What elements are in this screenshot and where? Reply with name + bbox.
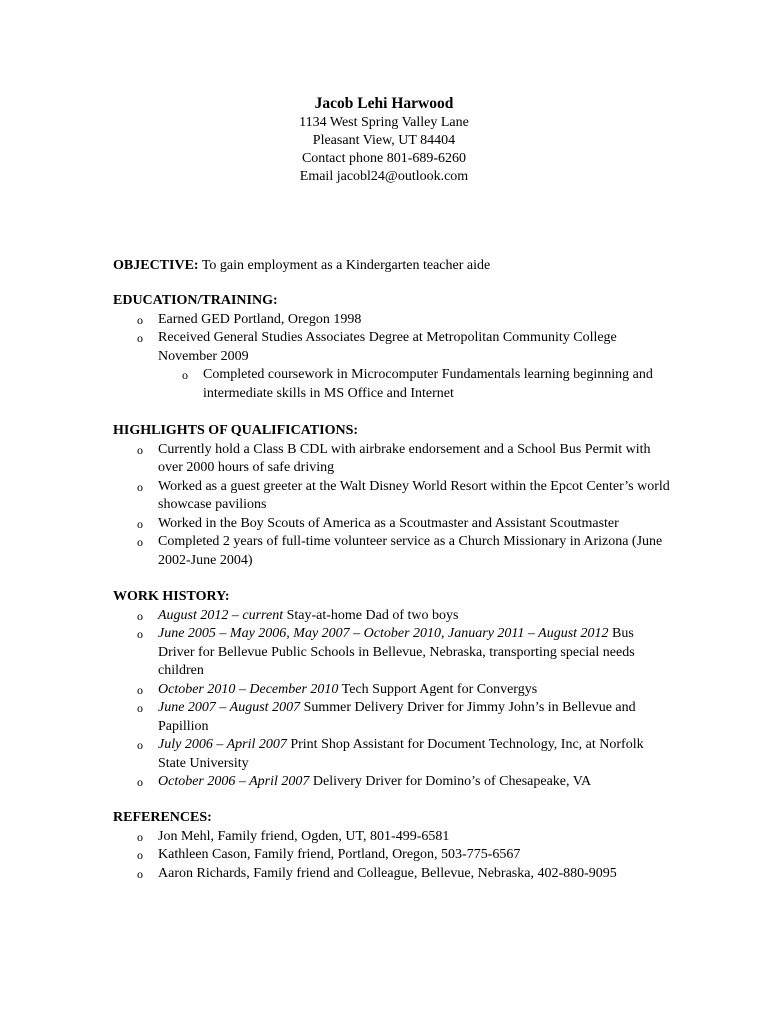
circle-bullet-icon: o [137,829,143,844]
contact-phone: Contact phone 801-689-6260 [301,151,467,166]
list-item [113,625,673,681]
list-item [113,828,673,847]
references-list [113,828,673,884]
job-dates: October 2006 – April 2007 [158,774,310,789]
list-item [113,773,673,792]
circle-bullet-icon: o [137,331,143,345]
highlight-item-text: Currently hold a Class B CDL with airbrake endorsement and a School Bus Permit with over 2000 hours of safe driving [158,441,651,475]
education-list [113,311,673,404]
address-line-1: 1134 West Spring Valley Lane [299,115,469,130]
education-section [113,292,673,403]
circle-bullet-icon: o [137,479,143,494]
circle-bullet-icon: o [137,848,143,862]
education-item-text: Received General Studies Associates Degree at Metropolitan Community College November 2009 [158,330,617,364]
job-dates: June 2005 – May 2006, May 2007 – October 2010, January 2011 – August 2012 [158,626,609,641]
list-item [113,681,673,700]
work-history-heading: WORK HISTORY: [113,589,230,604]
work-history-section [113,588,673,792]
list-item [113,846,673,865]
list-item [113,699,673,736]
circle-bullet-icon: o [137,535,143,549]
highlight-item-text: Worked in the Boy Scouts of America as a Scoutmaster and Assistant Scoutmaster [158,515,619,531]
circle-bullet-icon: o [137,516,143,531]
job-description: Print Shop Assistant for Document Technology, Inc, at Norfolk State University [158,737,644,771]
job-dates: August 2012 – current [158,607,284,623]
references-heading: REFERENCES: [113,810,212,825]
job-description: Bus Driver for Bellevue Public Schools in Bellevue, Nebraska, transporting special needs children [158,626,635,678]
education-sub-item-text: Completed coursework in Microcomputer Fundamentals learning beginning and intermediate skills in MS Office and Internet [203,367,653,401]
highlights-list [113,441,673,571]
objective-text: To gain employment as a Kindergarten teacher aide [198,258,491,273]
reference-item-text: Aaron Richards, Family friend and Colleague, Bellevue, Nebraska, 402-880-9095 [158,865,617,881]
contact-email: Email jacobl24@outlook.com [299,169,469,184]
address-line-2: Pleasant View, UT 84404 [312,133,456,148]
list-item [113,533,673,570]
applicant-name: Jacob Lehi Harwood [314,95,454,112]
list-item [113,865,673,884]
references-section [113,809,673,883]
list-item [113,311,673,330]
list-item [113,607,673,626]
objective-heading: OBJECTIVE: [113,258,199,273]
list-item [158,366,673,403]
education-sub-list [158,366,673,403]
list-item [113,329,673,403]
education-item-text: Earned GED Portland, Oregon 1998 [158,311,362,327]
resume-header [0,94,768,186]
circle-bullet-icon: o [137,442,143,457]
objective-section [113,257,673,276]
job-description: Tech Support Agent for Convergys [338,681,538,697]
highlights-section [113,422,673,570]
highlights-heading: HIGHLIGHTS OF QUALIFICATIONS: [113,423,359,438]
education-heading: EDUCATION/TRAINING: [113,293,278,308]
circle-bullet-icon: o [137,775,143,789]
job-dates: October 2010 – December 2010 [158,681,339,697]
list-item [113,515,673,534]
highlight-item-text: Worked as a guest greeter at the Walt Disney World Resort within the Epcot Center’s world showcase pavilions [158,478,670,512]
circle-bullet-icon: o [137,312,143,327]
job-dates: July 2006 – April 2007 [158,737,287,752]
reference-item-text: Jon Mehl, Family friend, Ogden, UT, 801-499-6581 [158,828,450,844]
circle-bullet-icon: o [137,608,143,623]
circle-bullet-icon: o [137,738,143,752]
reference-item-text: Kathleen Cason, Family friend, Portland, Oregon, 503-775-6567 [158,847,521,862]
job-description: Summer Delivery Driver for Jimmy John’s in Bellevue and Papillion [158,700,636,734]
circle-bullet-icon: o [137,627,143,641]
circle-bullet-icon: o [137,682,143,697]
job-description: Delivery Driver for Domino’s of Chesapeake, VA [309,774,592,789]
circle-bullet-icon: o [137,866,143,881]
list-item [113,478,673,515]
work-history-list [113,607,673,792]
job-dates: June 2007 – August 2007 [158,700,301,715]
circle-bullet-icon: o [182,368,188,382]
circle-bullet-icon: o [137,701,143,715]
list-item [113,441,673,478]
list-item [113,736,673,773]
highlight-item-text: Completed 2 years of full-time volunteer service as a Church Missionary in Arizona (June 2002-June 2004) [158,534,663,568]
job-description: Stay-at-home Dad of two boys [283,607,459,623]
